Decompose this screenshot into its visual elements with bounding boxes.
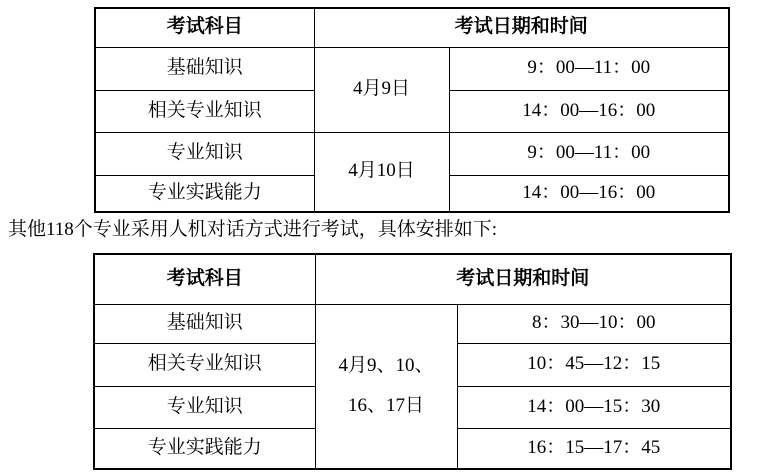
subject-cell: 专业知识 bbox=[94, 386, 315, 428]
subject-cell: 专业知识 bbox=[95, 132, 314, 175]
time-cell: 14：00—15：30 bbox=[457, 386, 731, 428]
subject-cell: 相关专业知识 bbox=[95, 90, 314, 132]
date-line-1: 4月9、10、 bbox=[338, 355, 434, 377]
table-header-row bbox=[95, 8, 729, 47]
header-datetime: 考试日期和时间 bbox=[315, 254, 731, 304]
subject-cell: 相关专业知识 bbox=[94, 343, 315, 386]
subject-cell: 基础知识 bbox=[95, 47, 314, 90]
header-subject: 考试科目 bbox=[95, 8, 314, 47]
time-cell: 8：30—10：00 bbox=[457, 304, 731, 343]
time-cell: 10：45—12：15 bbox=[457, 343, 731, 386]
intro-text: 其他118个专业采用人机对话方式进行考试，具体安排如下: bbox=[8, 219, 498, 240]
time-cell: 9：00—11：00 bbox=[449, 132, 729, 175]
date-cell: 4月10日 bbox=[314, 132, 449, 212]
exam-schedule-table-computer bbox=[93, 253, 732, 470]
header-subject: 考试科目 bbox=[94, 254, 315, 304]
time-cell: 9：00—11：00 bbox=[449, 47, 729, 90]
table-row bbox=[94, 304, 731, 343]
time-cell: 16：15—17：45 bbox=[457, 428, 731, 469]
subject-cell: 专业实践能力 bbox=[95, 175, 314, 212]
subject-cell: 专业实践能力 bbox=[94, 428, 315, 469]
date-cell bbox=[315, 304, 457, 469]
time-cell: 14：00—16：00 bbox=[449, 175, 729, 212]
table-header-row bbox=[94, 254, 731, 304]
header-datetime: 考试日期和时间 bbox=[314, 8, 729, 47]
table-row bbox=[95, 47, 729, 90]
subject-cell: 基础知识 bbox=[94, 304, 315, 343]
time-cell: 14：00—16：00 bbox=[449, 90, 729, 132]
date-cell: 4月9日 bbox=[314, 47, 449, 132]
table-row bbox=[95, 132, 729, 175]
exam-schedule-table-paper bbox=[94, 7, 730, 213]
date-line-2: 16、17日 bbox=[347, 395, 424, 417]
